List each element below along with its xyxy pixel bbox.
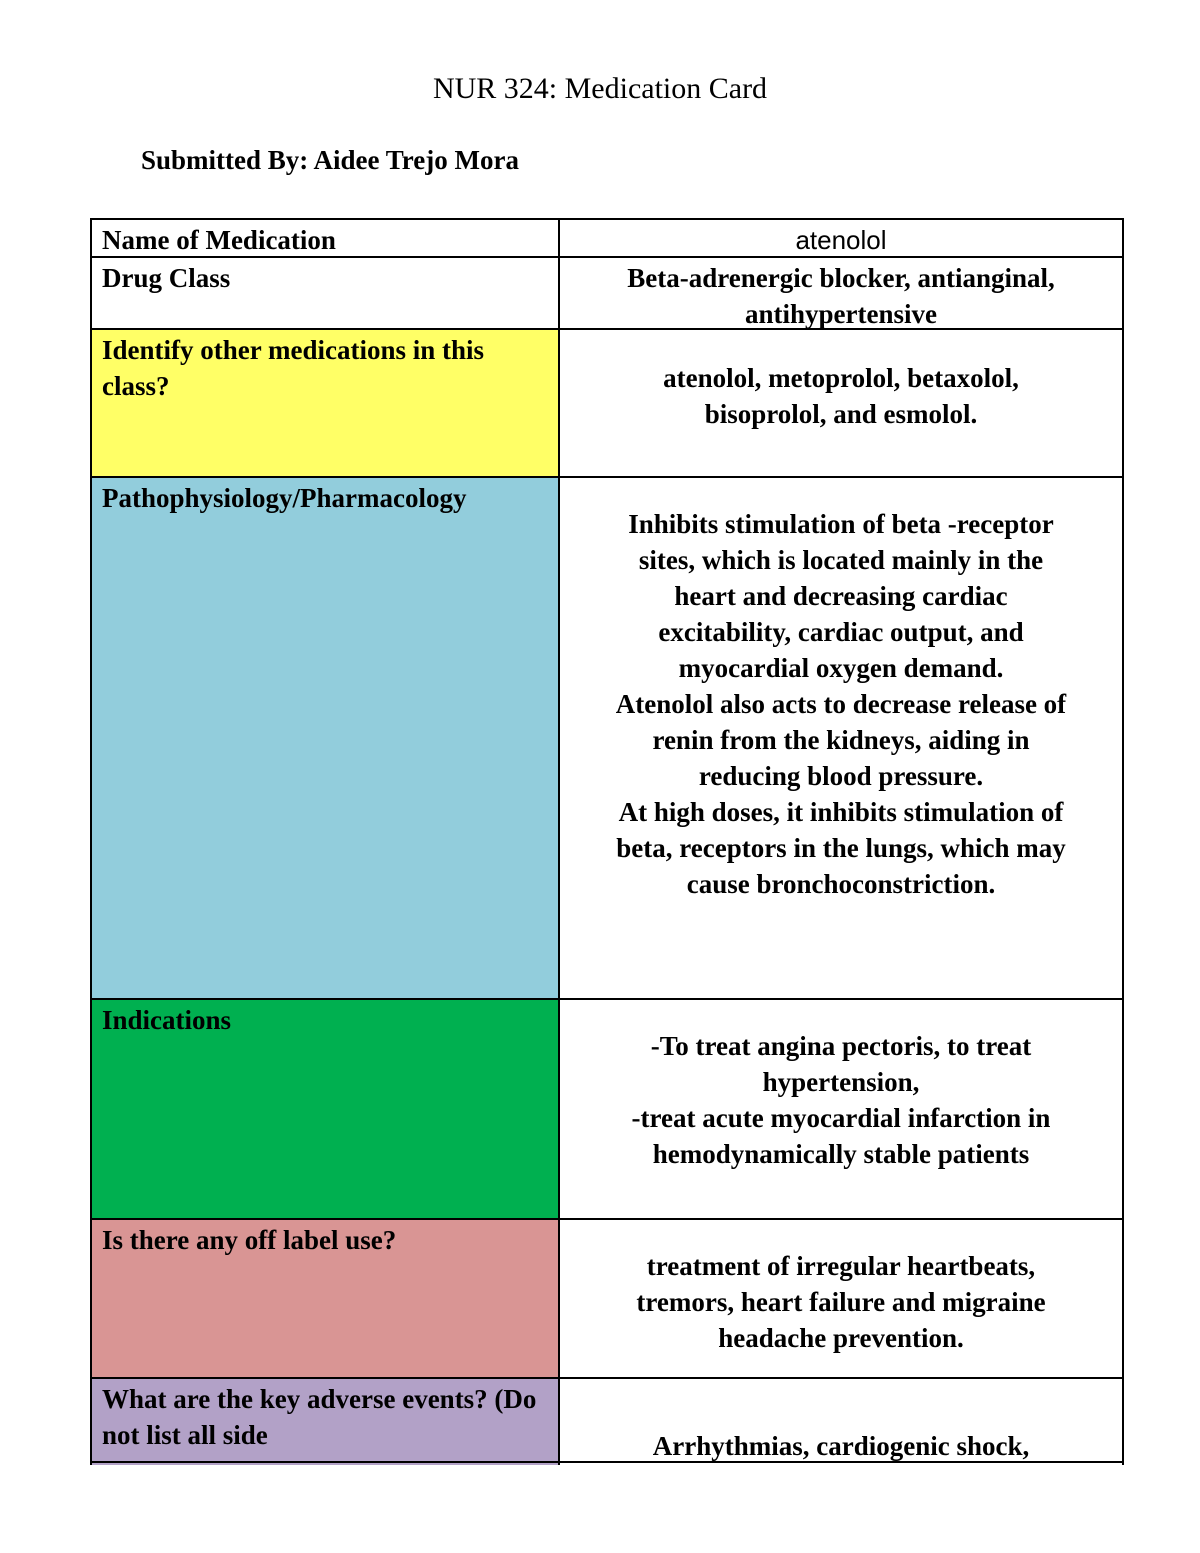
row-label: What are the key adverse events? (Do not list all side xyxy=(92,1379,560,1465)
row-value: atenolol xyxy=(795,225,887,255)
table-row xyxy=(92,1000,1122,1220)
row-label: Is there any off label use? xyxy=(92,1220,560,1377)
row-label: Indications xyxy=(92,1000,560,1218)
row-value: Inhibits stimulation of beta -receptor sites, which is located mainly in the heart and decreasing cardiac excitability, cardiac output, and myocardial oxygen demand. Atenolol also acts to decrease release of renin from the kidneys, aiding in reducing blood pressure. At high doses, it inhibits stimulation of beta, receptors in the lungs, which may cause bronchoconstriction. xyxy=(615,509,1067,899)
row-value: treatment of irregular heartbeats, tremors, heart failure and migraine headache prevention. xyxy=(636,1251,1046,1353)
table-row xyxy=(92,330,1122,478)
submitted-by: Submitted By: Aidee Trejo Mora xyxy=(141,145,519,175)
table-row xyxy=(92,1220,1122,1379)
row-label: Identify other medications in this class? xyxy=(92,330,560,476)
table-row xyxy=(92,220,1122,258)
page-title: NUR 324: Medication Card xyxy=(432,72,768,105)
table-row xyxy=(92,258,1122,330)
row-value: Beta-adrenergic blocker, antianginal, antihypertensive xyxy=(627,263,1055,329)
table-row xyxy=(92,1379,1122,1465)
row-value: -To treat angina pectoris, to treat hypertension, -treat acute myocardial infarction in hemodynamically stable patients xyxy=(631,1031,1051,1169)
row-value: Arrhythmias, cardiogenic shock, xyxy=(652,1431,1030,1461)
medication-card-table xyxy=(90,218,1124,1465)
table-bottom-border xyxy=(90,1461,1124,1463)
row-label: Name of Medication xyxy=(92,220,560,256)
row-label: Drug Class xyxy=(92,258,560,328)
row-label: Pathophysiology/Pharmacology xyxy=(92,478,560,998)
table-row xyxy=(92,478,1122,1000)
row-value: atenolol, metoprolol, betaxolol, bisoprolol, and esmolol. xyxy=(663,363,1019,429)
